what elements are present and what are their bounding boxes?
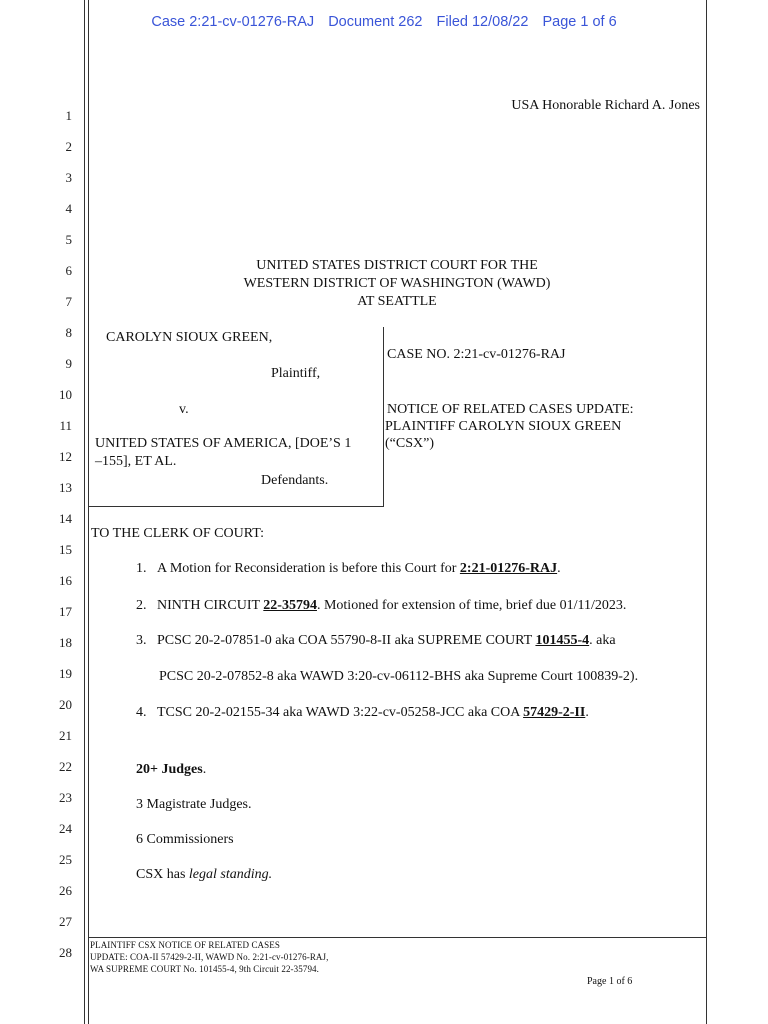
item-number: 2. — [136, 598, 147, 613]
line-number: 2 — [65, 139, 72, 154]
standing-pre: CSX has — [136, 867, 189, 882]
footer-page-number: Page 1 of 6 — [587, 976, 633, 987]
item-suffix: . — [585, 705, 589, 720]
list-item-4 — [136, 705, 589, 721]
line-number: 15 — [59, 542, 72, 557]
judge-line: USA Honorable Richard A. Jones — [511, 98, 700, 113]
stamp-filed: Filed 12/08/22 — [436, 14, 529, 30]
standing-italic: legal standing. — [188, 867, 273, 882]
judges-bold: 20+ Judges — [136, 762, 203, 777]
line-number: 9 — [65, 356, 72, 371]
line-number: 25 — [59, 852, 72, 867]
commissioners-count: 6 Commissioners — [136, 832, 234, 847]
standing-statement — [136, 867, 272, 883]
plaintiff-role: Plaintiff, — [271, 366, 321, 381]
magistrates-count: 3 Magistrate Judges. — [136, 797, 252, 812]
case-reference: 101455-4 — [535, 633, 590, 648]
line-number: 23 — [59, 790, 72, 805]
line-number: 18 — [59, 635, 72, 650]
list-item-2 — [136, 598, 626, 614]
defendant-line1: UNITED STATES OF AMERICA, [DOE’S 1 — [95, 436, 352, 451]
line-number: 16 — [59, 573, 72, 588]
filing-stamp — [0, 14, 768, 30]
line-number: 14 — [59, 511, 72, 526]
line-number: 22 — [59, 759, 72, 774]
salutation: TO THE CLERK OF COURT: — [91, 526, 264, 541]
line-number: 1 — [65, 108, 72, 123]
line-number: 19 — [59, 666, 72, 681]
defendant-role: Defendants. — [261, 473, 329, 488]
footer-line3: WA SUPREME COURT No. 101455-4, 9th Circuit 22-35794. — [90, 964, 319, 974]
document-title-line3: (“CSX”) — [385, 436, 434, 451]
left-margin-rule-inner — [88, 0, 89, 1024]
line-number: 13 — [59, 480, 72, 495]
stamp-case: Case 2:21-cv-01276-RAJ — [151, 14, 315, 30]
line-number: 5 — [65, 232, 72, 247]
item-text: PCSC 20-2-07851-0 aka COA 55790-8-II aka SUPREME COURT — [157, 633, 536, 648]
line-number: 11 — [59, 418, 72, 433]
caption-bottom-rule — [88, 506, 384, 507]
list-item-3-continuation: PCSC 20-2-07852-8 aka WAWD 3:20-cv-06112-BHS aka Supreme Court 100839-2). — [159, 669, 639, 684]
judges-tail: . — [202, 762, 207, 777]
court-heading-line3: AT SEATTLE — [357, 294, 437, 309]
line-number: 24 — [59, 821, 72, 836]
line-number: 17 — [59, 604, 72, 619]
line-number: 6 — [65, 263, 72, 278]
court-heading-line2: WESTERN DISTRICT OF WASHINGTON (WAWD) — [243, 276, 551, 291]
line-number: 10 — [59, 387, 72, 402]
list-item-3 — [136, 633, 616, 649]
item-suffix: . — [557, 561, 561, 576]
stamp-page: Page 1 of 6 — [542, 14, 617, 30]
footer-rule — [88, 937, 706, 938]
defendant-line2: –155], ET AL. — [95, 454, 177, 469]
item-text: NINTH CIRCUIT — [157, 598, 264, 613]
line-number: 8 — [65, 325, 72, 340]
versus: v. — [179, 402, 189, 417]
line-number: 7 — [65, 294, 72, 309]
footer-line2: UPDATE: COA-II 57429-2-II, WAWD No. 2:21-cv-01276-RAJ, — [90, 952, 329, 962]
line-number: 20 — [59, 697, 72, 712]
case-reference: 57429-2-II — [523, 705, 586, 720]
left-margin-rule-outer — [84, 0, 85, 1024]
document-title-line1: NOTICE OF RELATED CASES UPDATE: — [387, 402, 634, 417]
case-reference: 2:21-01276-RAJ — [459, 561, 558, 576]
line-number: 12 — [59, 449, 72, 464]
footer-line1: PLAINTIFF CSX NOTICE OF RELATED CASES — [90, 940, 280, 950]
item-number: 3. — [136, 633, 147, 648]
court-heading-line1: UNITED STATES DISTRICT COURT FOR THE — [256, 258, 538, 273]
item-suffix: . aka — [589, 633, 616, 648]
line-number: 26 — [59, 883, 72, 898]
case-number: CASE NO. 2:21-cv-01276-RAJ — [387, 347, 566, 362]
case-reference: 22-35794 — [263, 598, 317, 613]
plaintiff-name: CAROLYN SIOUX GREEN, — [106, 330, 273, 345]
stamp-document: Document 262 — [328, 14, 423, 30]
right-margin-rule — [706, 0, 707, 1024]
line-number: 21 — [59, 728, 72, 743]
line-number: 3 — [65, 170, 72, 185]
document-title-line2: PLAINTIFF CAROLYN SIOUX GREEN — [385, 419, 622, 434]
line-number: 27 — [59, 914, 72, 929]
item-number: 1. — [136, 561, 147, 576]
item-text: TCSC 20-2-02155-34 aka WAWD 3:22-cv-05258-JCC aka COA — [157, 705, 524, 720]
item-text: A Motion for Reconsideration is before this Court for — [157, 561, 460, 576]
judges-count — [136, 762, 206, 778]
line-number: 28 — [59, 945, 72, 960]
item-number: 4. — [136, 705, 147, 720]
line-number: 4 — [65, 201, 72, 216]
list-item-1 — [136, 561, 561, 577]
caption-divider — [383, 327, 384, 506]
item-suffix: . Motioned for extension of time, brief due 01/11/2023. — [316, 598, 627, 613]
